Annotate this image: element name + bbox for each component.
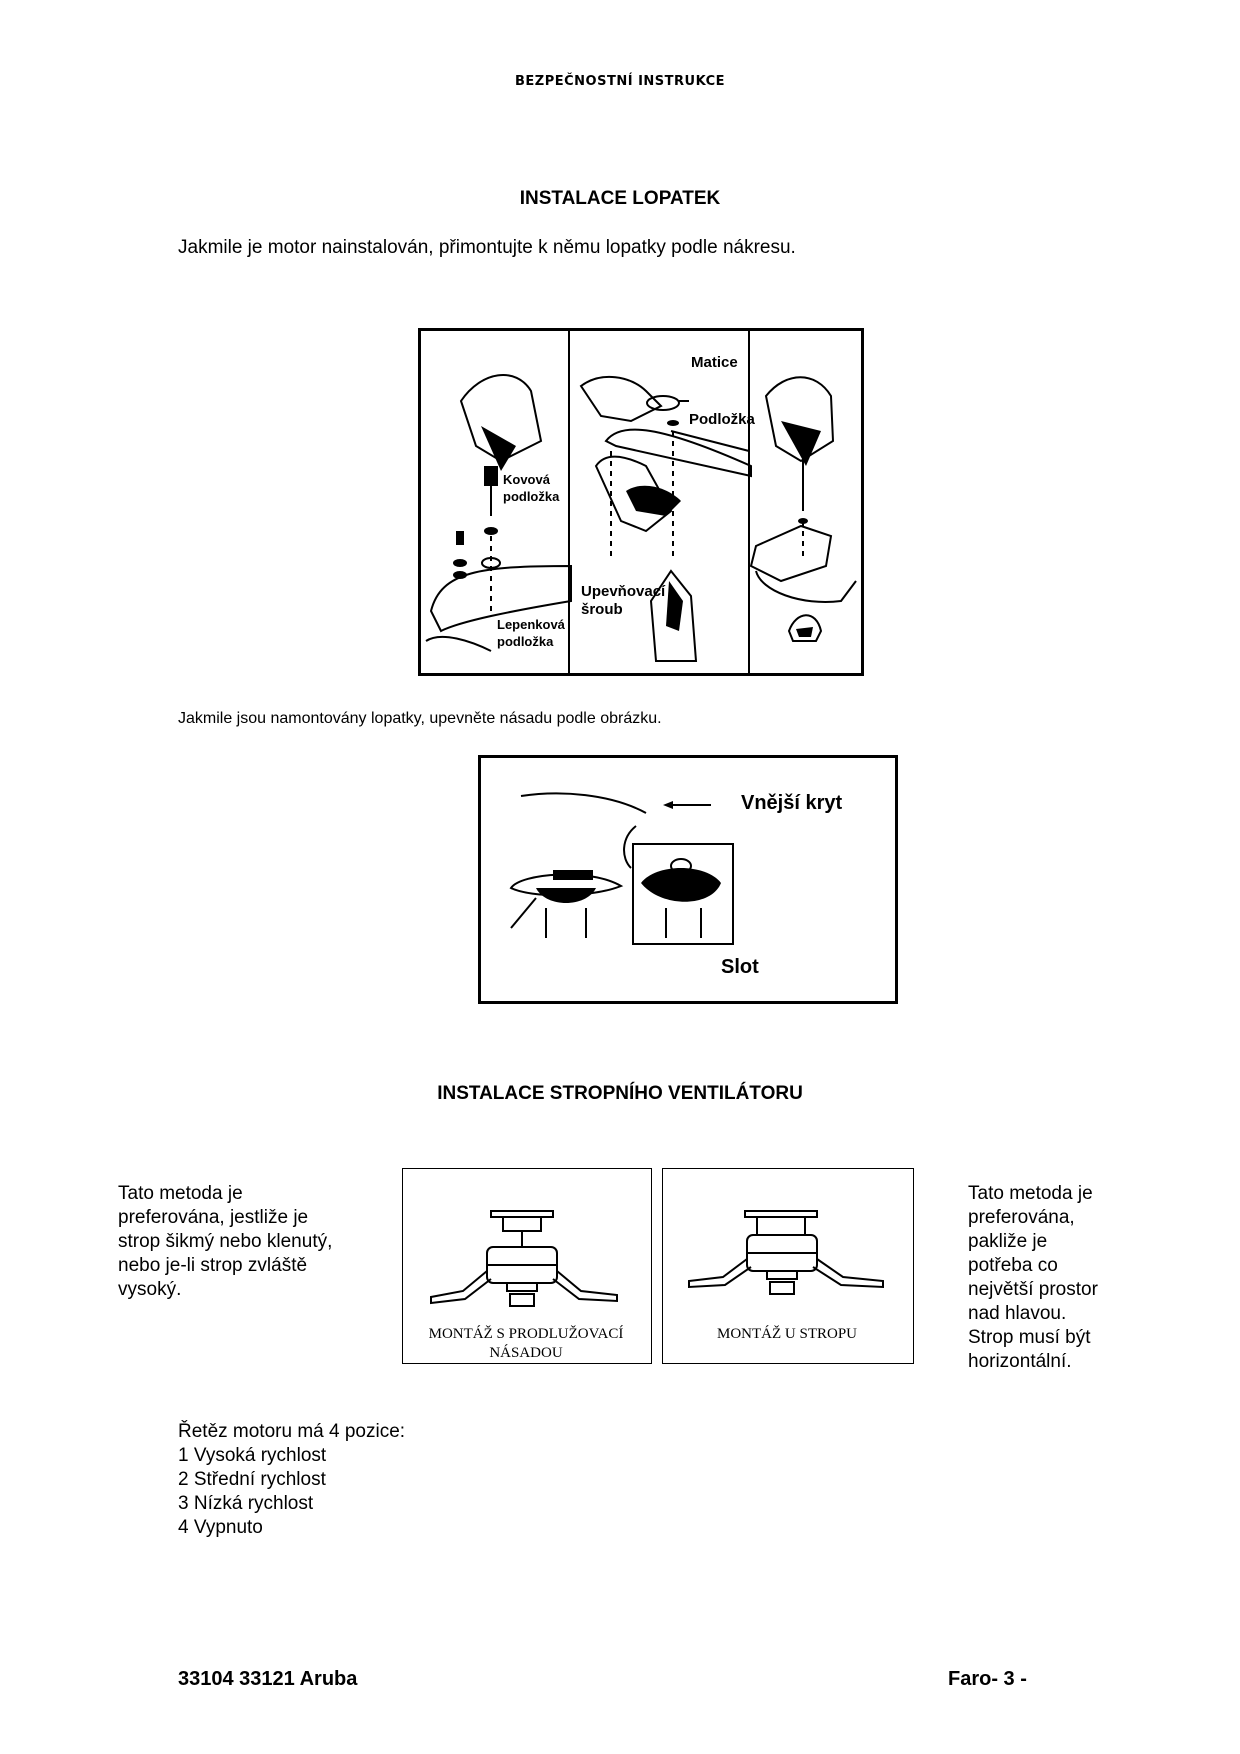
extension-mount-figure (402, 1168, 652, 1364)
speed-list (178, 1444, 326, 1540)
caption-extension-mount: MONTÁŽ S PRODLUŽOVACÍ NÁSADOU (428, 1326, 624, 1361)
footer-model: 33104 33121 Aruba (178, 1668, 358, 1690)
label-cardboard-washer: Lepenková podložka (497, 617, 565, 649)
footer-page: Faro- 3 - (948, 1668, 1027, 1690)
section-title-fan: INSTALACE STROPNÍHO VENTILÁTORU (437, 1083, 803, 1104)
label-fixing-screw: Upevňovací šroub (581, 583, 666, 618)
blade-installation-drawing (421, 331, 861, 673)
speeds-intro: Řetěz motoru má 4 pozice: (178, 1421, 406, 1442)
fan-right-note: Tato metoda je preferována, pakliže je potřeba co největší prostor nad hlavou. Strop musí být horizontální. (968, 1183, 1098, 1372)
caption-ceiling-mount: MONTÁŽ U STROPU (716, 1326, 857, 1342)
fan-left-note: Tato metoda je preferována, jestliže je strop šikmý nebo klenutý, nebo je-li strop zvláště vysoký. (118, 1183, 333, 1300)
blades-intro: Jakmile je motor nainstalován, přimontujte k němu lopatky podle nákresu. (178, 237, 796, 258)
running-header: BEZPEČNOSTNÍ INSTRUKCE (515, 74, 725, 89)
blade-installation-figure (418, 328, 864, 676)
label-metal-washer: Kovová podložka (503, 472, 560, 504)
housing-instruction: Jakmile jsou namontovány lopatky, upevněte násadu podle obrázku. (178, 710, 662, 727)
label-outer-cover: Vnější kryt (741, 792, 843, 814)
label-slot: Slot (721, 956, 759, 978)
section-title-blades: INSTALACE LOPATEK (519, 188, 721, 209)
housing-figure (478, 755, 898, 1004)
label-washer: Podložka (689, 411, 755, 428)
speed-item: 4 Vypnuto (178, 1517, 263, 1538)
ceiling-mount-figure (662, 1168, 914, 1364)
speed-item: 2 Střední rychlost (178, 1469, 326, 1490)
label-nut: Matice (691, 354, 738, 371)
speed-item: 1 Vysoká rychlost (178, 1445, 327, 1466)
speed-item: 3 Nízká rychlost (178, 1493, 314, 1514)
